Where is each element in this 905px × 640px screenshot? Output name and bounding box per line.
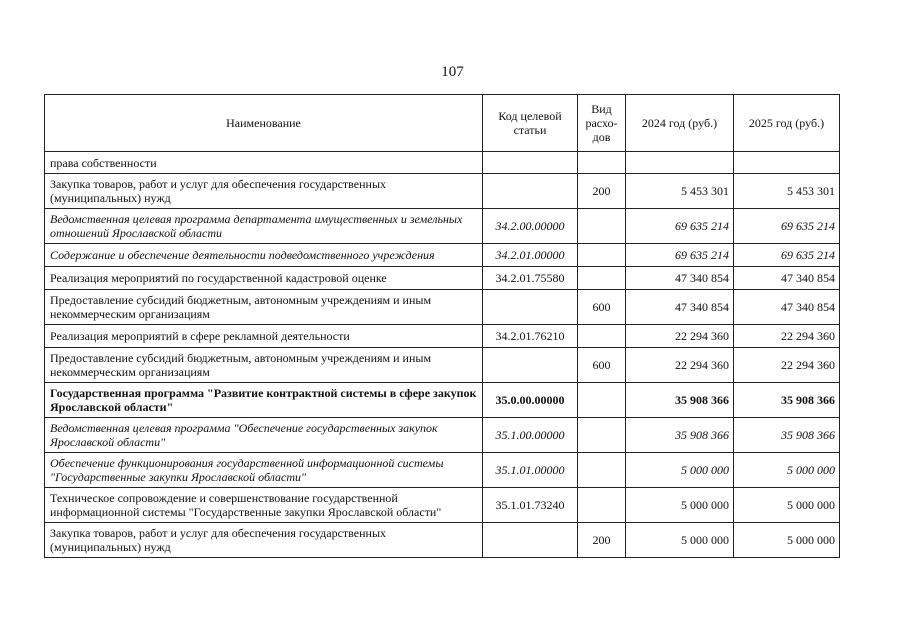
row-kind — [578, 244, 626, 267]
row-2024: 35 908 366 — [626, 418, 734, 453]
row-code: 34.2.00.00000 — [483, 209, 578, 244]
table-row — [45, 523, 840, 558]
row-2024: 5 000 000 — [626, 488, 734, 523]
header-kind: Вид расхо-дов — [578, 95, 626, 152]
table-row — [45, 418, 840, 453]
row-name: Закупка товаров, работ и услуг для обеспечения государственных (муниципальных) нужд — [45, 174, 483, 209]
table-row — [45, 174, 840, 209]
header-2025: 2025 год (руб.) — [734, 95, 840, 152]
row-kind — [578, 267, 626, 290]
row-code — [483, 174, 578, 209]
row-name: Реализация мероприятий в сфере рекламной деятельности — [45, 325, 483, 348]
row-name: Ведомственная целевая программа департамента имущественных и земельных отношений Ярославской области — [45, 209, 483, 244]
row-name: Ведомственная целевая программа "Обеспечение государственных закупок Ярославской области" — [45, 418, 483, 453]
row-name: Техническое сопровождение и совершенствование государственной информационной системы "Государственные закупки Ярославской области" — [45, 488, 483, 523]
row-kind — [578, 453, 626, 488]
row-name: Государственная программа "Развитие контрактной системы в сфере закупок Ярославской области" — [45, 383, 483, 418]
row-2025: 35 908 366 — [734, 418, 840, 453]
row-2024: 69 635 214 — [626, 209, 734, 244]
row-2025: 47 340 854 — [734, 290, 840, 325]
row-code: 34.2.01.75580 — [483, 267, 578, 290]
row-code: 35.0.00.00000 — [483, 383, 578, 418]
row-name: Содержание и обеспечение деятельности подведомственного учреждения — [45, 244, 483, 267]
row-2025: 69 635 214 — [734, 244, 840, 267]
row-2024: 5 000 000 — [626, 523, 734, 558]
row-kind: 200 — [578, 174, 626, 209]
row-kind — [578, 383, 626, 418]
row-code: 34.2.01.76210 — [483, 325, 578, 348]
row-kind — [578, 209, 626, 244]
row-2025: 5 453 301 — [734, 174, 840, 209]
row-2024: 47 340 854 — [626, 267, 734, 290]
row-2024: 35 908 366 — [626, 383, 734, 418]
table-row — [45, 209, 840, 244]
header-row — [45, 95, 840, 152]
row-code: 35.1.01.73240 — [483, 488, 578, 523]
row-2025: 5 000 000 — [734, 488, 840, 523]
table-row — [45, 488, 840, 523]
row-code: 35.1.01.00000 — [483, 453, 578, 488]
row-code — [483, 152, 578, 174]
row-2025 — [734, 152, 840, 174]
row-2025: 47 340 854 — [734, 267, 840, 290]
row-2025: 22 294 360 — [734, 325, 840, 348]
table-row — [45, 290, 840, 325]
row-code — [483, 523, 578, 558]
row-2025: 5 000 000 — [734, 523, 840, 558]
row-code: 35.1.00.00000 — [483, 418, 578, 453]
table-row — [45, 348, 840, 383]
row-kind — [578, 418, 626, 453]
row-kind: 200 — [578, 523, 626, 558]
table-row — [45, 383, 840, 418]
header-2024: 2024 год (руб.) — [626, 95, 734, 152]
row-code — [483, 290, 578, 325]
row-kind: 600 — [578, 348, 626, 383]
row-2024: 69 635 214 — [626, 244, 734, 267]
header-name: Наименование — [45, 95, 483, 152]
table-row — [45, 267, 840, 290]
row-name: Обеспечение функционирования государственной информационной системы "Государственные закупки Ярославской области" — [45, 453, 483, 488]
row-name: Предоставление субсидий бюджетным, автономным учреждениям и иным некоммерческим организациям — [45, 290, 483, 325]
row-2025: 35 908 366 — [734, 383, 840, 418]
row-kind: 600 — [578, 290, 626, 325]
row-code — [483, 348, 578, 383]
row-name: права собственности — [45, 152, 483, 174]
row-2024: 22 294 360 — [626, 325, 734, 348]
table-row — [45, 244, 840, 267]
row-kind — [578, 488, 626, 523]
row-2024 — [626, 152, 734, 174]
row-name: Закупка товаров, работ и услуг для обеспечения государственных (муниципальных) нужд — [45, 523, 483, 558]
row-2024: 22 294 360 — [626, 348, 734, 383]
budget-table — [44, 94, 840, 558]
row-2025: 5 000 000 — [734, 453, 840, 488]
row-name: Предоставление субсидий бюджетным, автономным учреждениям и иным некоммерческим организациям — [45, 348, 483, 383]
row-2024: 5 453 301 — [626, 174, 734, 209]
row-code: 34.2.01.00000 — [483, 244, 578, 267]
table-row — [45, 325, 840, 348]
row-2024: 5 000 000 — [626, 453, 734, 488]
row-kind — [578, 325, 626, 348]
page-number: 107 — [441, 64, 464, 80]
row-name: Реализация мероприятий по государственной кадастровой оценке — [45, 267, 483, 290]
row-kind — [578, 152, 626, 174]
row-2025: 69 635 214 — [734, 209, 840, 244]
header-code: Код целевой статьи — [483, 95, 578, 152]
table-row — [45, 152, 840, 174]
table-row — [45, 453, 840, 488]
row-2025: 22 294 360 — [734, 348, 840, 383]
row-2024: 47 340 854 — [626, 290, 734, 325]
